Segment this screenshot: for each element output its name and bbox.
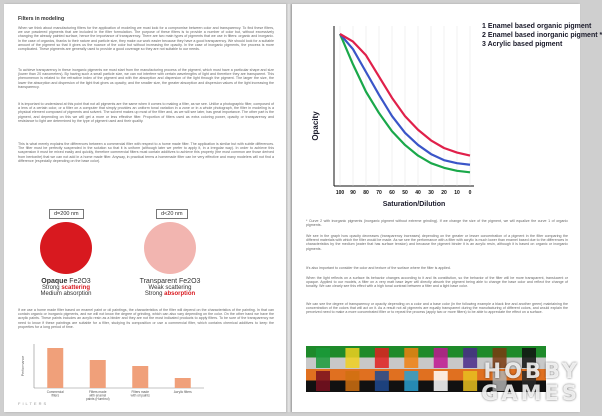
- paragraph-5: If we use a home made filter based on enamel paint or oil paintings, the characteristics of the filter will depend on the characteristics of the painting. In that can contain organic or inorganic pigments, and we will not know the degree of grinding, which can also vary depending on the color. On the other hand we have the acrylic paints. These paints includes an acrylic resin as a binder and they are not the most indicated products to apply filters. To be sure of the transparency we need to know if these paintings are suitable for a filter, studying its composition or use a commercial filter, which contains chemical additives to keep the properties for a long period of time.: [18, 308, 274, 329]
- left-page: [4, 4, 286, 412]
- bar-label-1: Filters made with enamel paints (Humbrol): [85, 390, 110, 402]
- bar-y-label: Performance: [21, 355, 25, 377]
- paragraph-4: This is what merely explains the differences between a commercial filter with respect to a home made filter. The application is similar but with subtle differences. The filter must be perfectly suspended in the solution so that it is uniform (although later we prefer to apply it, in a irregular way). In order to achieve this suspension it must be mixed easily and quickly, therefore commercial filters must contain additives to achieve this property (the most common are those derived from bentonite) that we can not add in a home made filter. Anyway, in practical terms a homemade filter can be very effective and many modelers will not find a difference (especially depending on the base color).: [18, 142, 274, 163]
- bar-0: [47, 348, 63, 388]
- transparent-caption: [130, 278, 210, 297]
- transparent-line3: Strong: [144, 291, 163, 297]
- right-paragraph-5: We can see the degree of transparency or opacity depending on a color and a base color (in the following example a black line and another green) maintaining the concentration of the colors that will act on it. As a result not all pigments are equally transparent during the manufacturing of different colors, and would explain the perceived need to make a more concentrated filter or to repeat the process (apply two or more filters) to be able to appreciate the effect on a surface.: [306, 302, 568, 315]
- x-tick-1: 90: [350, 190, 356, 196]
- transparent-line2: Weak scattering: [148, 285, 192, 291]
- legend-number-1: 1: [482, 23, 486, 30]
- opaque-line2-red: scattering: [61, 285, 91, 291]
- legend-item-1: [482, 22, 602, 31]
- x-tick-0: 100: [335, 190, 345, 196]
- x-tick-8: 20: [441, 190, 447, 196]
- filter-swatch-1-3: [404, 371, 418, 391]
- opacity-line-chart: [306, 18, 486, 218]
- transparent-line3-red: absorption: [164, 291, 196, 297]
- opaque-formula: Fe2O3: [69, 278, 91, 285]
- page-heading: Filters in modeling: [18, 16, 65, 22]
- paragraph-1: When we think about manufacturing filters for the application of modeling we must look for a compromise between color and transparency. To find these filters, we use powdered pigments that are included in the filter formulation. The purpose of these filters is to provide a number of color but, without excessively changing the already painted surface, hence the importance of transparency. There are two main types of pigments that we use in filters: organic and inorganic. In the case of organics, thanks to their nature and particle size, they make our work easier because they have a good transparency. We should look for a suitable amount of the pigment so that it gives us the nuance of the color but without increasing the opacity. In the case of inorganic pigments, the process is more complicated. These pigments are generally used to provide a good coverage so they are not suitable to our needs.: [18, 26, 274, 52]
- opaque-line2: Strong: [41, 285, 60, 291]
- background-band-0: [306, 346, 546, 358]
- legend-label-1: Enamel based organic pigment: [487, 23, 592, 30]
- opaque-title: Opaque: [41, 278, 68, 285]
- watermark-line-1: HOBBY: [483, 359, 580, 383]
- bar-label-3: Acrylic filters: [173, 390, 192, 394]
- watermark-line-2: GAMES: [481, 381, 580, 405]
- watermark: [481, 360, 580, 404]
- transparent-title: Transparent: [139, 278, 178, 285]
- filter-swatch-0-0: [316, 348, 330, 368]
- transparent-size-label: d<20 nm: [156, 209, 188, 219]
- page-footer: FILTERS: [18, 401, 49, 406]
- filter-swatch-0-1: [345, 348, 359, 368]
- line-x-label: Saturation/Dilution: [382, 201, 446, 208]
- x-tick-7: 30: [428, 190, 434, 196]
- opaque-pigment-swatch: [40, 222, 92, 274]
- filter-swatch-1-5: [463, 371, 477, 391]
- legend-item-3: [482, 40, 602, 49]
- legend-label-2: Enamel based inorganic pigment *: [487, 32, 602, 39]
- filter-swatch-0-3: [404, 348, 418, 368]
- legend-label-3: Acrylic based pigment: [487, 41, 563, 48]
- bar-label-0: Commercial filters: [46, 390, 64, 398]
- transparent-pigment-swatch: [144, 222, 196, 274]
- transparent-formula: Fe2O3: [179, 278, 201, 285]
- right-paragraph-2: We see in the graph how opacity decreases (transparency increases) depending on the greater or lesser concentration of a pigment in the filter comparing the different materials with which the filter would be made. As we see the performance with a filter with acrylic is much lower than enamel based due to the differences in characteristics by the medium (water that has surface tension) and because the pigment binder it is an acrylic resin, although it is based on organic or inorganic pigments.: [306, 234, 568, 251]
- bar-1: [90, 360, 106, 388]
- line-y-label: Opacity: [311, 111, 320, 141]
- filter-swatch-1-0: [316, 371, 330, 391]
- paragraph-3: It is important to understand at this point that not all pigments are the same when it comes to making a filter, as we see. Unlike a photographic filter, composed of a lens of a certain color, or a filter on a computer that simply provides an uniform tonal variation in a zone or in a whole photograph, the filter in modeling is a physical element composed of pigments and solvent. The solvent makes up most of the filter and, as we will see later, has great importance. The other part is the pigment, and depending on this we will get a more or less effective filter. Proportion of filters used as extra coloring power, opacity or transparency and resistance to light are determined by the type of pigment used and their quality.: [18, 102, 274, 123]
- x-tick-2: 80: [363, 190, 369, 196]
- x-tick-10: 0: [468, 190, 472, 196]
- filter-swatch-1-4: [434, 371, 448, 391]
- filter-swatch-1-2: [375, 371, 389, 391]
- right-paragraph-4: When the light reflects on a surface its behavior changes according to it and its constitution, so the behavior of the filter will be more transparent, translucent or opaque. Applied to our models, a filter on a very matt base layer will directly absorb the pigment being able to change the base color and reflect the change of tonality. We can clearly see this effect with a high tonal contrast between a filter and a light base color.: [306, 276, 568, 289]
- x-tick-4: 60: [389, 190, 395, 196]
- filter-swatch-0-4: [434, 348, 448, 368]
- opaque-size-label: d=200 nm: [49, 209, 84, 219]
- right-paragraph-3: It's also important to consider the color and texture of the surface where the filter is applied.: [306, 266, 451, 270]
- legend-number-3: 3: [482, 41, 486, 48]
- performance-bar-chart: [18, 340, 218, 400]
- paragraph-2: To achieve transparency in these inorganic pigments we must start from the manufacturing process of the pigment, which must have a particular shape and size (lower than 20 nanometers). By having such a small particle size, we can not interfere with certain wavelengths of light and therefore they are transparent. This phenomenon is related to the refractive index of the pigment and with the absorption and dispersion of the light through the pigment. The larger the size, the lower the absorption and dispersion of the light that gives us opacity; and the smaller size, the greater absorption and dispersion values of the light increasing the transparency.: [18, 68, 274, 89]
- bar-3: [175, 378, 191, 388]
- x-tick-5: 50: [402, 190, 408, 196]
- right-page: [292, 4, 602, 412]
- right-paragraph-1: * Curve 2 with inorganic pigments (inorganic pigment without extreme grinding). If we change the size of the pigment, we will equalize the curve 1 of organic pigments.: [306, 219, 568, 228]
- filter-swatch-1-1: [345, 371, 359, 391]
- filter-swatch-0-5: [463, 348, 477, 368]
- x-tick-6: 40: [415, 190, 421, 196]
- bar-label-2: Filters made with oil paints: [130, 390, 150, 398]
- chart-legend: [482, 22, 602, 49]
- opaque-caption: [26, 278, 106, 297]
- legend-item-2: [482, 31, 602, 40]
- bar-2: [132, 366, 148, 388]
- x-tick-9: 10: [454, 190, 460, 196]
- x-tick-3: 70: [376, 190, 382, 196]
- filter-swatch-0-2: [375, 348, 389, 368]
- legend-number-2: 2: [482, 32, 486, 39]
- opaque-line3: Medium absorption: [40, 291, 92, 297]
